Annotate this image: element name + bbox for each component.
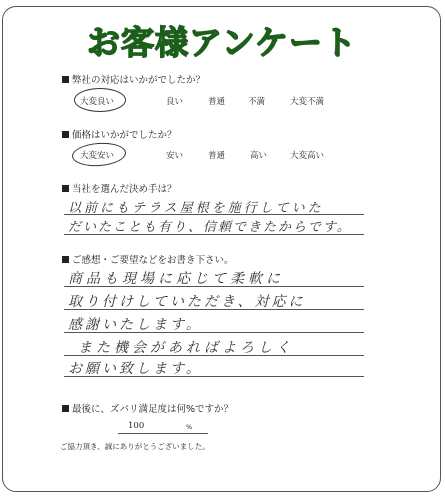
satisfaction-value: 100 [128,421,145,431]
q2-option-very-expensive[interactable]: 大変高い [290,151,325,161]
question-3-answer [64,196,364,236]
survey-title: お客様アンケート [86,23,358,62]
q4-answer-line: 取り付けしていただき、対応に [68,294,306,310]
question-2 [62,127,177,141]
question-4-label: ご感想・ご要望などをお書き下さい。 [72,255,234,266]
q4-answer-line: お願い致します。 [68,361,203,377]
q1-option-good[interactable]: 良い [166,97,184,107]
question-3-label: 当社を選んだ決め手は？ [72,184,177,195]
question-4-answer [64,266,364,376]
bullet-icon [62,256,69,263]
satisfaction-unit: % [186,423,193,431]
q2-option-very-cheap[interactable]: 大変安い [80,151,115,161]
bullet-icon [62,185,69,192]
q2-option-cheap[interactable]: 安い [166,151,184,161]
question-2-label: 価格はいかがでしたか？ [72,130,177,141]
q2-option-expensive[interactable]: 高い [250,151,268,161]
thank-you-note: ご協力頂き、誠にありがとうございました。 [60,442,210,451]
question-1 [62,72,205,86]
q3-answer-line: だいたことも有り、信頼できたからです。 [68,220,352,235]
q1-option-very-dissatisfied[interactable]: 大変不満 [290,97,325,107]
q4-answer-line: 感謝いたします。 [68,317,203,333]
q1-option-dissatisfied[interactable]: 不満 [248,97,266,107]
bullet-icon [62,131,69,138]
bullet-icon [62,76,69,83]
question-4 [62,252,234,266]
title-banner [0,14,445,66]
q1-option-normal[interactable]: 普通 [208,97,226,107]
q1-selection-circle [74,88,126,112]
q3-answer-line: 以前にもテラス屋根を施行していた [68,201,324,216]
q1-option-very-good[interactable]: 大変良い [80,97,115,107]
q4-answer-line: また機会があればよろしく [78,340,294,356]
bullet-icon [62,405,69,412]
question-3 [62,181,177,195]
satisfaction-underline [118,433,208,434]
q2-option-normal[interactable]: 普通 [208,151,226,161]
question-5 [62,401,233,415]
q4-answer-line: 商品も現場に応じて柔軟に [68,271,284,287]
question-5-label: 最後に、ズバリ満足度は何%ですか？ [72,404,234,415]
question-1-label: 弊社の対応はいかがでしたか？ [72,75,206,86]
